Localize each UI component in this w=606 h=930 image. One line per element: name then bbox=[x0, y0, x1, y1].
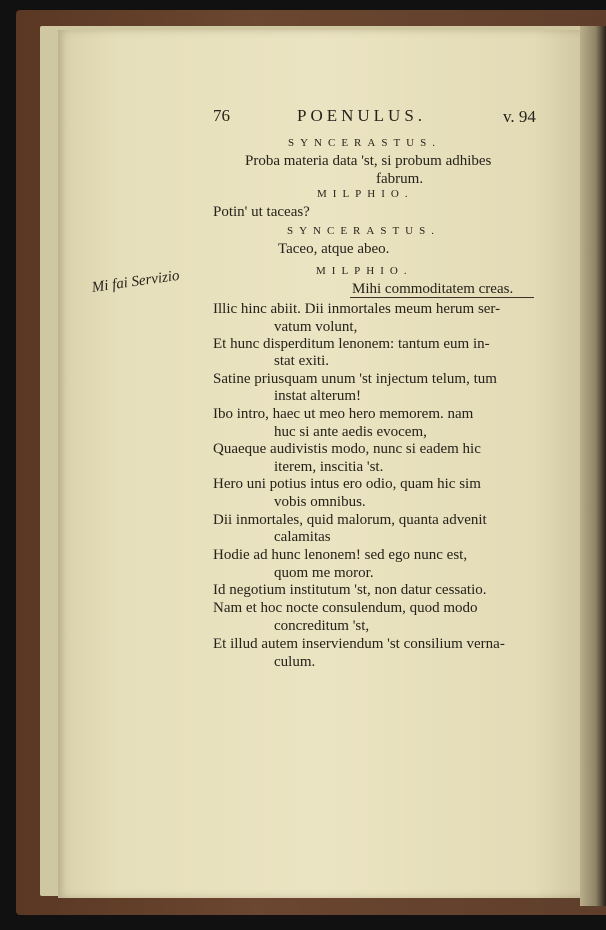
text-line: Id negotium institutum 'st, non datur cessatio. bbox=[213, 582, 487, 598]
speaker-heading: SYNCERASTUS. bbox=[287, 225, 440, 237]
handwritten-margin-note: Mi fai Servizio bbox=[90, 267, 181, 296]
text-line: concreditum 'st, bbox=[274, 618, 370, 634]
text-line: fabrum. bbox=[376, 171, 424, 187]
speaker-heading: MILPHIO. bbox=[317, 188, 414, 200]
text-line: Satine priusquam unum 'st injectum telum, tum bbox=[213, 371, 497, 387]
speaker-heading: MILPHIO. bbox=[316, 265, 413, 277]
page-number: 76 bbox=[213, 106, 230, 125]
speaker-heading: SYNCERASTUS. bbox=[288, 137, 441, 149]
ink-underline bbox=[350, 297, 534, 298]
verse-reference: v. 94 bbox=[503, 107, 536, 126]
text-line: Et hunc disperditum lenonem: tantum eum in- bbox=[213, 336, 490, 352]
text-line: huc si ante aedis evocem, bbox=[274, 424, 427, 440]
text-line: Taceo, atque abeo. bbox=[278, 241, 390, 257]
text-line: Hero uni potius intus ero odio, quam hic sim bbox=[213, 476, 481, 492]
running-title: POENULUS. bbox=[297, 106, 427, 125]
page-edge bbox=[580, 26, 606, 906]
text-line: quom me moror. bbox=[274, 565, 374, 581]
text-line: Ibo intro, haec ut meo hero memorem. nam bbox=[213, 406, 474, 422]
text-line: Proba materia data 'st, si probum adhibes bbox=[245, 153, 492, 169]
text-line: stat exiti. bbox=[274, 353, 329, 369]
text-line: Potin' ut taceas? bbox=[213, 204, 310, 220]
text-line: vobis omnibus. bbox=[274, 494, 366, 510]
text-line: iterem, inscitia 'st. bbox=[274, 459, 384, 475]
text-line: vatum volunt, bbox=[274, 319, 358, 335]
text-line: Quaeque audivistis modo, nunc si eadem hic bbox=[213, 441, 481, 457]
text-line: culum. bbox=[274, 654, 316, 670]
text-line: Dii inmortales, quid malorum, quanta advenit bbox=[213, 512, 487, 528]
text-line: Et illud autem inserviendum 'st consilium verna- bbox=[213, 636, 505, 652]
text-line: Nam et hoc nocte consulendum, quod modo bbox=[213, 600, 478, 616]
text-line: Hodie ad hunc lenonem! sed ego nunc est, bbox=[213, 547, 468, 563]
text-line: instat alterum! bbox=[274, 388, 362, 404]
text-line: Illic hinc abiit. Dii inmortales meum herum ser- bbox=[213, 301, 501, 317]
text-line: calamitas bbox=[274, 529, 331, 545]
text-line: Mihi commoditatem creas. bbox=[352, 281, 514, 297]
